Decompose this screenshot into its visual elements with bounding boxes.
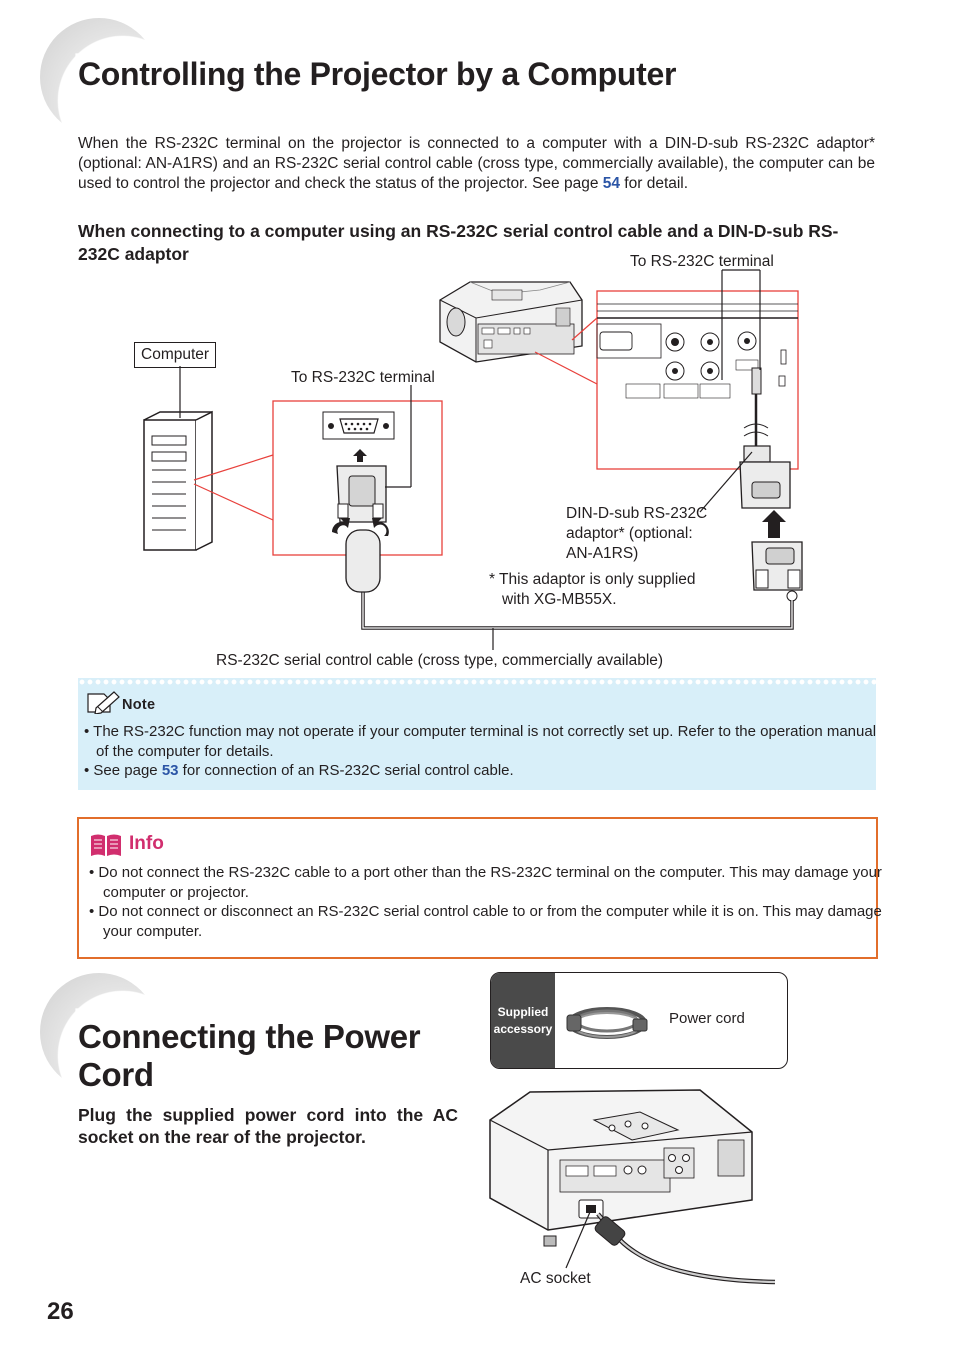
supplied-accessory-box [490,972,788,1069]
note-item-2-text: See page [93,762,162,779]
supplied-tab-line1: Supplied [497,1004,549,1019]
connection-subheading: When connecting to a computer using an RS-232C serial control cable and a DIN-D-sub RS-232C adaptor [78,221,839,264]
page-link-54[interactable]: 54 [602,175,620,192]
section-title-line1: Connecting the Power [78,1018,421,1055]
rs232c-connection-diagram [0,240,954,680]
page-number: 26 [47,1298,74,1325]
note-item-1-text: The RS-232C function may not operate if your computer terminal is not correctly set up. Refer to the operation manual of the computer for details. [93,723,877,760]
note-item-2: • See page 53 for connection of an RS-232C serial control cable. [84,762,514,779]
intro-paragraph [78,134,875,194]
computer-tower-illustration [144,366,212,550]
info-box [77,817,882,959]
info-title: Info [129,833,164,854]
label-adaptor-line2: adaptor* (optional: [566,525,693,542]
section-title-power-cord [78,1018,420,1094]
info-item-1-text: Do not connect the RS-232C cable to a port other than the RS-232C terminal on the computer. This may damage your computer or projector. [98,864,882,901]
label-to-rs232c-left: To RS-232C terminal [291,369,435,386]
note-dotted-border [78,678,876,686]
section-title-computer: Controlling the Projector by a Computer [78,56,677,92]
projector-illustration [440,282,582,362]
book-info-icon [89,832,123,858]
intro-text: When the RS-232C terminal on the projector is connected to a computer with a DIN-D-sub RS-232C adaptor* (optional: AN-A1RS) and an RS-232C serial control cable (cross type, commercially available), the computer can be used to control the projector and check the status of the projector. See page [78,135,875,192]
info-item-2: • Do not connect or disconnect an RS-232C serial control cable to or from the computer while it is on. This may damage your computer. [89,903,882,940]
power-instruction: Plug the supplied power cord into the AC socket on the rear of the projector. [78,1105,458,1147]
intro-text-end: for detail. [620,175,689,192]
supplied-accessory-tab [491,973,555,1068]
label-adaptor-line3: AN-A1RS) [566,545,639,562]
info-item-1: • Do not connect the RS-232C cable to a port other than the RS-232C terminal on the computer. This may damage your computer or projector. [89,864,882,901]
label-cable: RS-232C serial control cable (cross type, commercially available) [216,652,664,669]
footnote-line1: * This adaptor is only supplied [489,571,696,588]
section-title-line2: Cord [78,1056,154,1093]
label-ac-socket: AC socket [520,1270,591,1287]
supplied-tab-line2: accessory [493,1021,553,1036]
power-cord-icon [561,993,653,1051]
page-link-53[interactable]: 53 [161,762,179,779]
label-adaptor [566,504,707,564]
label-adaptor-line1: DIN-D-sub RS-232C [566,505,708,522]
note-title: Note [122,697,156,713]
pencil-note-icon [86,690,122,714]
note-item-1: • The RS-232C function may not operate if your computer terminal is not correctly set up. Refer to the operation manual of the computer for details. [84,723,877,760]
supplied-item-label: Power cord [669,1010,745,1027]
dsub-cable-end [752,542,802,601]
label-to-rs232c-top: To RS-232C terminal [630,253,774,270]
info-item-2-text: Do not connect or disconnect an RS-232C serial control cable to or from the computer while it is on. This may damage your computer. [98,903,882,940]
footnote-line2: with XG-MB55X. [502,591,617,608]
adaptor-footnote [489,570,696,610]
label-computer: Computer [134,342,216,368]
note-box [78,678,876,790]
note-item-2-text-end: for connection of an RS-232C serial control cable. [178,762,514,779]
